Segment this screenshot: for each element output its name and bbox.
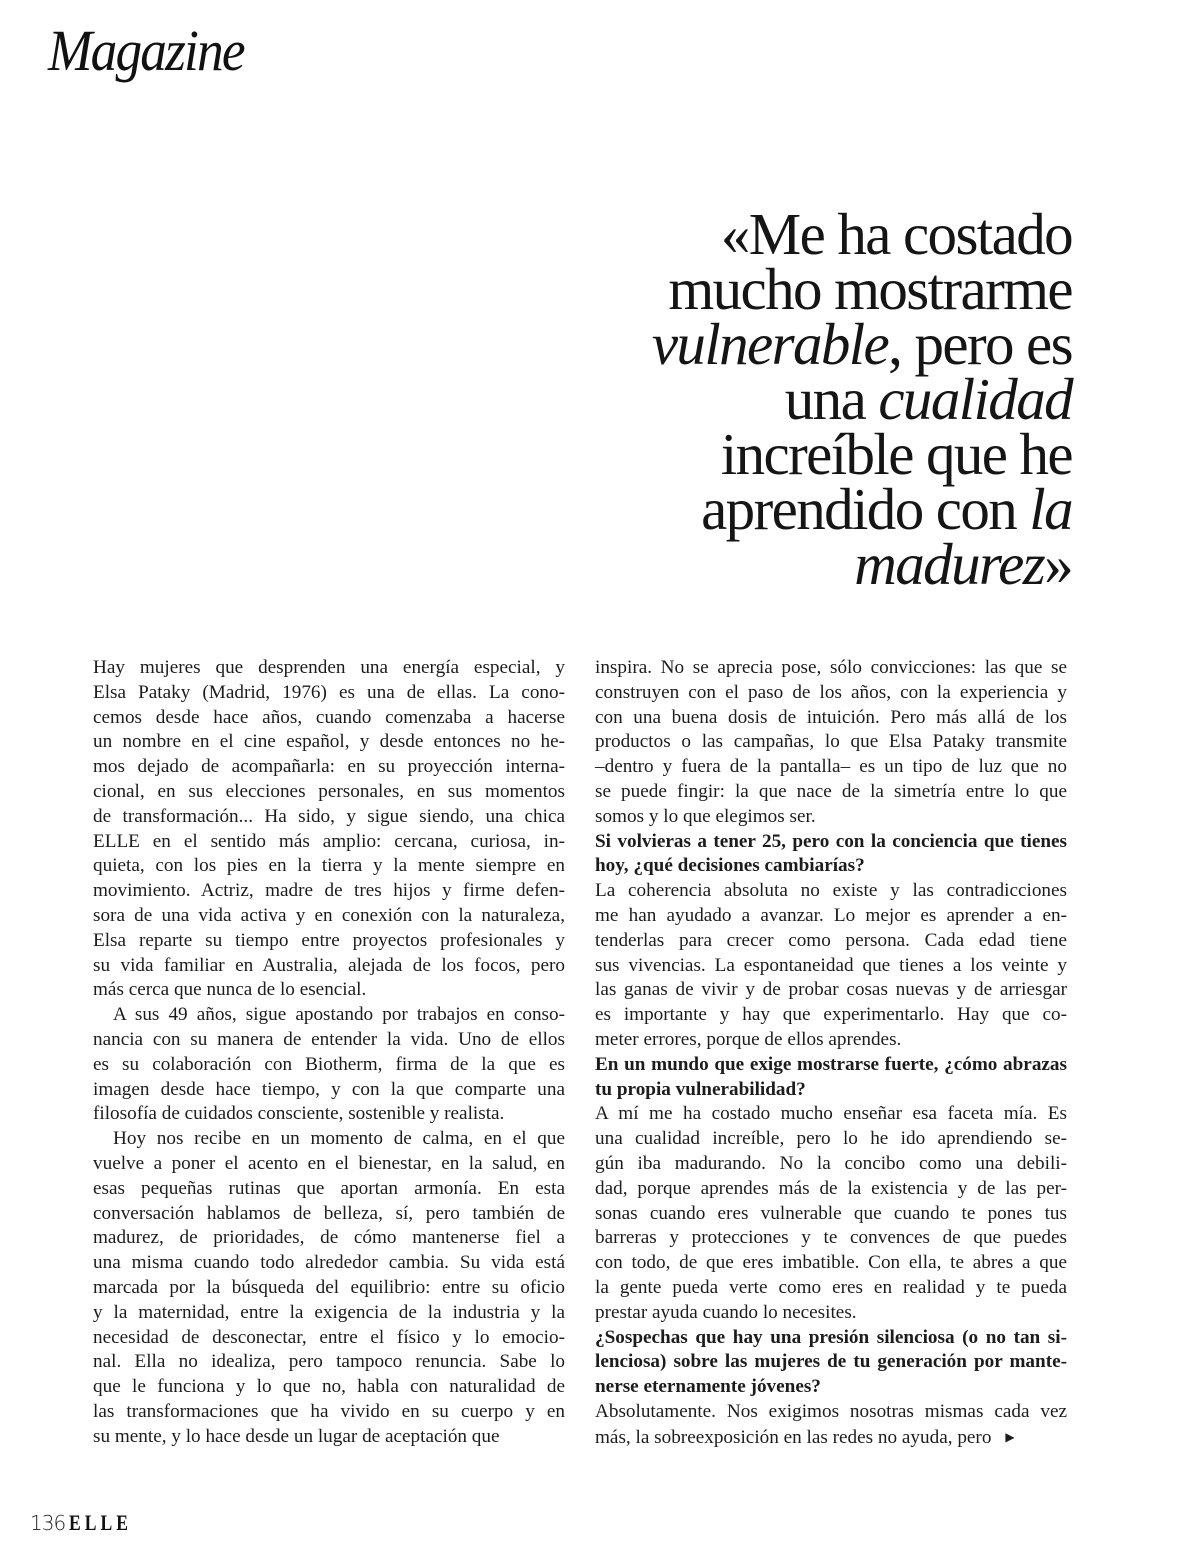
line-text: nancia con su manera de entender la vida. Uno de ellos bbox=[93, 1028, 565, 1050]
interview-answer bbox=[595, 1400, 1067, 1450]
pullquote bbox=[552, 201, 1072, 597]
text-line bbox=[595, 830, 1067, 855]
pullquote-text: aprendido con bbox=[701, 476, 1030, 542]
pullquote-line bbox=[552, 366, 1072, 432]
text-line bbox=[93, 730, 565, 755]
text-line bbox=[93, 1078, 565, 1103]
text-line bbox=[595, 1251, 1067, 1276]
text-line bbox=[93, 929, 565, 954]
text-line bbox=[595, 1276, 1067, 1301]
line-text: A sus 49 años, sigue apostando por trabajos en conso- bbox=[113, 1004, 565, 1026]
text-line bbox=[93, 780, 565, 805]
text-line bbox=[595, 755, 1067, 780]
line-text: vuelve a poner el acento en el bienestar, en la salud, en bbox=[93, 1152, 565, 1174]
text-line bbox=[93, 1102, 565, 1127]
interview-question bbox=[595, 830, 1067, 880]
line-text: tenderlas para crecer como persona. Cada edad tiene bbox=[595, 929, 1067, 951]
line-text: tu propia vulnerabilidad? bbox=[595, 1078, 806, 1100]
text-line bbox=[595, 1350, 1067, 1375]
line-text: inspira. No se aprecia pose, sólo convicciones: las que se bbox=[595, 657, 1067, 678]
line-text: nerse eternamente jóvenes? bbox=[595, 1376, 821, 1398]
line-text: Si volvieras a tener 25, pero con la conciencia que tienes bbox=[595, 830, 1067, 852]
line-text: nal. Ella no idealiza, pero tampoco renuncia. Sabe lo bbox=[93, 1351, 565, 1373]
line-text: sonas cuando eres vulnerable que cuando te pones tus bbox=[595, 1202, 1067, 1224]
body-paragraph bbox=[595, 656, 1067, 830]
text-line bbox=[595, 1202, 1067, 1227]
text-line bbox=[93, 1326, 565, 1351]
text-line bbox=[93, 656, 565, 681]
text-line bbox=[595, 1226, 1067, 1251]
text-line bbox=[93, 805, 565, 830]
pullquote-line bbox=[552, 256, 1072, 322]
text-line bbox=[93, 1375, 565, 1400]
brand-logo: ELLE bbox=[69, 1510, 133, 1535]
line-text: esas pequeñas rutinas que aportan armonía. En esta bbox=[93, 1177, 565, 1199]
line-text: una cualidad increíble, pero lo he ido aprendiendo se- bbox=[595, 1128, 1067, 1150]
text-line bbox=[595, 730, 1067, 755]
text-line bbox=[595, 854, 1067, 879]
text-line bbox=[93, 1425, 565, 1450]
text-line bbox=[93, 1251, 565, 1276]
line-text: construyen con el paso de los años, con la experiencia y bbox=[595, 681, 1067, 703]
line-text: las transformaciones que ha vivido en su cuerpo y en bbox=[93, 1400, 565, 1422]
body-paragraph bbox=[93, 656, 565, 1003]
pullquote-line bbox=[552, 201, 1072, 267]
line-text: sora de una vida activa y en conexión con la naturaleza, bbox=[93, 904, 565, 926]
line-text: cemos desde hace años, cuando comenzaba a hacerse bbox=[93, 706, 565, 728]
text-line bbox=[595, 1301, 1067, 1326]
line-text: me han ayudado a avanzar. Lo mejor es aprender a en- bbox=[595, 904, 1067, 926]
interview-question bbox=[595, 1053, 1067, 1103]
pullquote-text: una bbox=[784, 366, 879, 432]
text-line bbox=[595, 1177, 1067, 1202]
text-line bbox=[93, 1028, 565, 1053]
pullquote-text: » bbox=[1044, 531, 1072, 597]
line-text: Absolutamente. Nos exigimos nosotras mismas cada vez bbox=[595, 1400, 1067, 1422]
line-text: y la maternidad, entre la exigencia de la industria y la bbox=[93, 1301, 565, 1323]
line-text: A mí me ha costado mucho enseñar esa faceta mía. Es bbox=[595, 1103, 1067, 1125]
text-line bbox=[595, 1028, 1067, 1053]
text-line bbox=[595, 1078, 1067, 1103]
text-line bbox=[595, 1375, 1067, 1400]
line-text: es su colaboración con Biotherm, firma de la que es bbox=[93, 1053, 565, 1075]
text-line bbox=[595, 1425, 1067, 1450]
line-text: con una buena dosis de intuición. Pero más allá de los bbox=[595, 706, 1067, 728]
line-text: productos o las campañas, lo que Elsa Pataky transmite bbox=[595, 731, 1067, 753]
line-text: su mente, y lo hace desde un lugar de aceptación que bbox=[93, 1425, 500, 1447]
line-text: hoy, ¿qué decisiones cambiarías? bbox=[595, 855, 865, 877]
text-line bbox=[93, 1400, 565, 1425]
line-text: sus vivencias. La espontaneidad que tienes a los veinte y bbox=[595, 954, 1067, 976]
line-text: meter errores, porque de ellos aprendes. bbox=[595, 1028, 902, 1050]
text-line bbox=[595, 1053, 1067, 1078]
text-line bbox=[93, 681, 565, 706]
pullquote-line bbox=[552, 421, 1072, 487]
pullquote-text: «Me ha costado bbox=[720, 201, 1072, 267]
text-line bbox=[93, 1003, 565, 1028]
pullquote-emphasis: madurez bbox=[854, 531, 1045, 597]
line-text: dad, porque aprendes más de la existencia y de las per- bbox=[595, 1177, 1067, 1199]
text-line bbox=[93, 1202, 565, 1227]
line-text: más cerca que nunca de lo esencial. bbox=[93, 979, 367, 1001]
page-folio bbox=[30, 1510, 148, 1536]
pullquote-text: mucho mostrarme bbox=[668, 256, 1072, 322]
line-text: Hoy nos recibe en un momento de calma, en el que bbox=[113, 1128, 565, 1150]
line-text: En un mundo que exige mostrarse fuerte, ¿cómo abrazas bbox=[595, 1053, 1067, 1075]
text-line bbox=[93, 830, 565, 855]
text-line bbox=[595, 1326, 1067, 1351]
pullquote-emphasis: la bbox=[1029, 476, 1072, 542]
line-text: de transformación... Ha sido, y sigue siendo, una chica bbox=[93, 805, 565, 827]
triangle-right-icon: ▶ bbox=[1005, 1429, 1015, 1444]
line-text: La coherencia absoluta no existe y las contradicciones bbox=[595, 880, 1067, 902]
text-line bbox=[595, 1152, 1067, 1177]
line-text: necesidad de desconectar, entre el físico y lo emocio- bbox=[93, 1326, 565, 1348]
text-line bbox=[93, 1276, 565, 1301]
line-text: Elsa reparte su tiempo entre proyectos profesionales y bbox=[93, 929, 565, 951]
section-title: Magazine bbox=[48, 18, 244, 83]
text-line bbox=[595, 904, 1067, 929]
text-line bbox=[93, 879, 565, 904]
pullquote-line bbox=[552, 476, 1072, 542]
line-text: conversación hablamos de belleza, sí, pero también de bbox=[93, 1202, 565, 1224]
interview-answer bbox=[595, 879, 1067, 1053]
line-text: Hay mujeres que desprenden una energía especial, y bbox=[93, 657, 565, 678]
body-paragraph bbox=[93, 1127, 565, 1449]
line-text: –dentro y fuera de la pantalla– es un tipo de luz que no bbox=[595, 756, 1067, 778]
line-text: cional, en sus elecciones personales, en sus momentos bbox=[93, 780, 565, 802]
page-number: 136 bbox=[30, 1511, 66, 1535]
interview-answer bbox=[595, 1102, 1067, 1325]
pullquote-line bbox=[552, 531, 1072, 597]
pullquote-emphasis: cualidad bbox=[878, 366, 1072, 432]
text-line bbox=[595, 656, 1067, 681]
pullquote-text: , pero es bbox=[888, 311, 1072, 377]
text-line bbox=[93, 954, 565, 979]
line-text: prestar ayuda cuando lo necesites. bbox=[595, 1301, 857, 1323]
text-line bbox=[595, 780, 1067, 805]
text-line bbox=[595, 1400, 1067, 1425]
line-text: movimiento. Actriz, madre de tres hijos y firme defen- bbox=[93, 880, 565, 902]
text-line bbox=[93, 904, 565, 929]
line-text: ELLE en el sentido más amplio: cercana, curiosa, in- bbox=[93, 830, 565, 852]
line-text: que le funciona y lo que no, habla con naturalidad de bbox=[93, 1376, 565, 1398]
line-text: ¿Sospechas que hay una presión silenciosa (o no tan si- bbox=[595, 1326, 1067, 1348]
line-text: una misma cuando todo alrededor cambia. Su vida está bbox=[93, 1252, 565, 1274]
text-line bbox=[93, 854, 565, 879]
text-line bbox=[93, 1350, 565, 1375]
line-text: madurez, de prioridades, de cómo mantenerse fiel a bbox=[93, 1227, 565, 1249]
text-line bbox=[93, 1226, 565, 1251]
text-line bbox=[93, 1053, 565, 1078]
line-text: con todo, de que eres imbatible. Con ella, te abres a que bbox=[595, 1252, 1067, 1274]
line-text: más, la sobreexposición en las redes no ayuda, pero bbox=[595, 1426, 992, 1448]
text-line bbox=[595, 954, 1067, 979]
line-text: su vida familiar en Australia, alejada de los focos, pero bbox=[93, 954, 565, 976]
article-column-left bbox=[93, 656, 565, 1450]
line-text: somos y lo que elegimos ser. bbox=[595, 805, 816, 827]
line-text: quieta, con los pies en la tierra y la mente siempre en bbox=[93, 855, 565, 877]
line-text: marcada por la búsqueda del equilibrio: entre su oficio bbox=[93, 1276, 565, 1298]
line-text: barreras y protecciones y te convences de que puedes bbox=[595, 1227, 1067, 1249]
pullquote-line bbox=[552, 311, 1072, 377]
text-line bbox=[595, 681, 1067, 706]
line-text: Elsa Pataky (Madrid, 1976) es una de ellas. La cono- bbox=[93, 681, 565, 703]
text-line bbox=[595, 805, 1067, 830]
text-line bbox=[595, 978, 1067, 1003]
text-line bbox=[595, 706, 1067, 731]
text-line bbox=[595, 1102, 1067, 1127]
line-text: un nombre en el cine español, y desde entonces no he- bbox=[93, 731, 565, 753]
line-text: las ganas de vivir y de probar cosas nuevas y de arriesgar bbox=[595, 979, 1067, 1001]
body-paragraph bbox=[93, 1003, 565, 1127]
interview-question bbox=[595, 1326, 1067, 1400]
line-text: la gente pueda verte como eres en realidad y te pueda bbox=[595, 1276, 1067, 1298]
text-line bbox=[595, 1127, 1067, 1152]
line-text: mos dejado de acompañarla: en su proyección interna- bbox=[93, 756, 565, 778]
text-line bbox=[93, 1152, 565, 1177]
text-line bbox=[93, 1127, 565, 1152]
line-text: es importante y hay que experimentarlo. Hay que co- bbox=[595, 1004, 1067, 1026]
text-line bbox=[93, 755, 565, 780]
text-line bbox=[595, 1003, 1067, 1028]
pullquote-emphasis: vulnerable bbox=[651, 311, 889, 377]
line-text: imagen desde hace tiempo, y con la que comparte una bbox=[93, 1078, 565, 1100]
article-column-right bbox=[595, 656, 1067, 1450]
text-line bbox=[93, 1177, 565, 1202]
text-line bbox=[93, 1301, 565, 1326]
line-text: se puede fingir: la que nace de la simetría entre lo que bbox=[595, 780, 1067, 802]
line-text: lenciosa) sobre las mujeres de tu generación por mante- bbox=[595, 1351, 1067, 1373]
line-text: gún iba madurando. No la concibo como una debili- bbox=[595, 1152, 1067, 1174]
text-line bbox=[595, 929, 1067, 954]
line-text: filosofía de cuidados consciente, sostenible y realista. bbox=[93, 1103, 505, 1125]
pullquote-text: increíble que he bbox=[720, 421, 1072, 487]
text-line bbox=[595, 879, 1067, 904]
text-line bbox=[93, 706, 565, 731]
text-line bbox=[93, 978, 565, 1003]
